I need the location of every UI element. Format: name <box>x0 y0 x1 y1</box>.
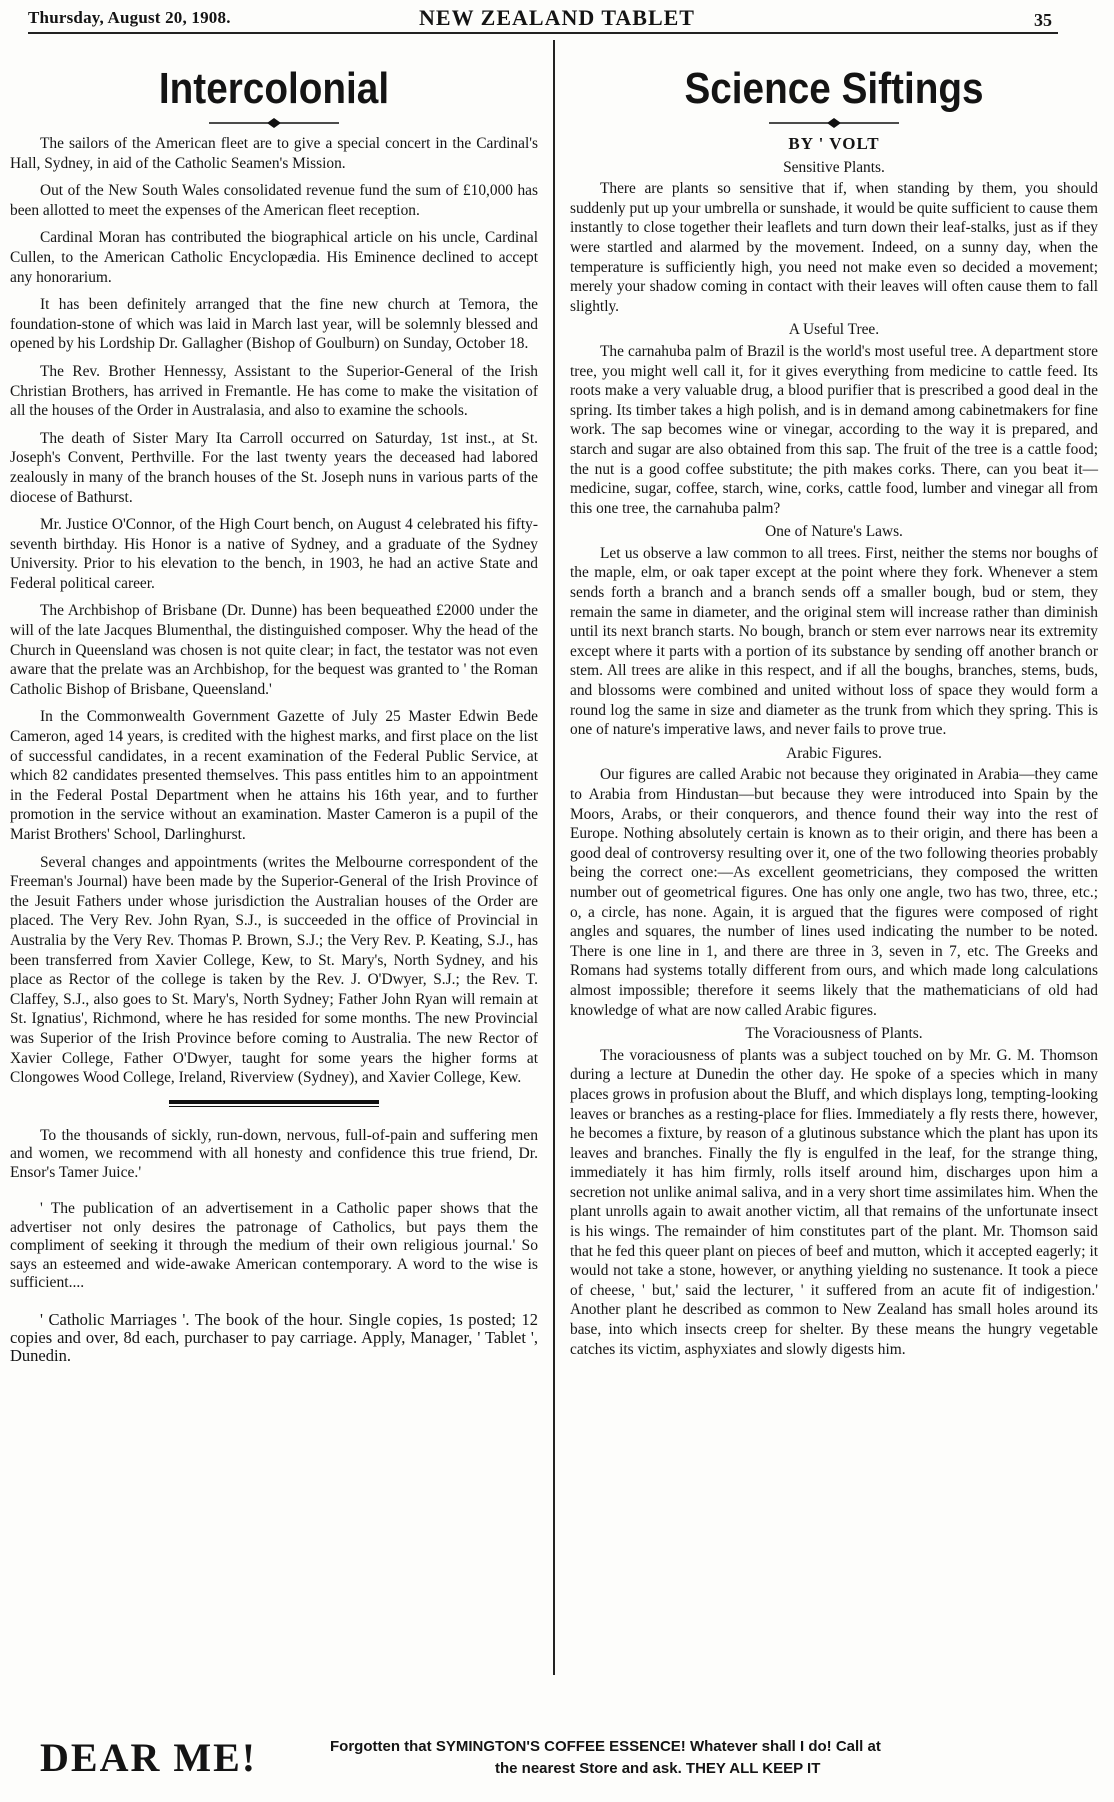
article-paragraph: There are plants so sensitive that if, when standing by them, you should suddenly put up your umbrella or sunshade, it would be quite sufficient to cause them instantly to close together their leaflets and turn down their leaf-stalks, just as if they were startled and alarmed by the movement. Indeed, on a sunny day, when the temperature is sufficiently high, you need not make even so decided a movement; merely your shadow coming in contact with their leaves will often cause them to fall slightly. <box>570 180 1098 315</box>
article-paragraph: Our figures are called Arabic not because they originated in Arabia—they came to Arabia from Hindustan—but because they were introduced into Spain by the Moors, Arabs, or their conquerors, and thence found their way into the rest of Europe. Nothing absolutely certain is known as to their origin, and there has been a good deal of controversy resulting over it, one of the two following theories probably being the correct one:—As excellent geometricians, they composed the written number out of geometrical figures. One has only one angle, two has two, three, etc.; o, a circle, has none. Again, it is argued that the figures were composed of right angles and squares, the number of lines used indicating the number to be noted. There is one line in 1, and there are three in 3, seven in 7, etc. The Greeks and Romans had systems totally different from ours, and which made long calculations almost impossible; therefore it seems likely that the mathematicians of old had knowledge of what are now called Arabic figures. <box>570 766 1098 1019</box>
news-item: The Archbishop of Brisbane (Dr. Dunne) has been bequeathed £2000 under the will of the late Jacques Blumenthal, the distinguished composer. Why the head of the Church in Queensland was chosen is not quite clear; in fact, the testator was not even aware that the prelate was an Archbishop, for the bequest was granted to ' the Roman Catholic Bishop of Brisbane, Queensland.' <box>10 602 538 698</box>
footer-line: the nearest Store and ask. THEY ALL KEEP IT <box>495 1760 821 1777</box>
issue-date: Thursday, August 20, 1908. <box>28 8 231 27</box>
subheading: One of Nature's Laws. <box>765 523 903 541</box>
news-item: Cardinal Moran has contributed the biographical article on his uncle, Cardinal Cullen, to the American Catholic Encyclopædia. His Eminence declined to accept any honorarium. <box>10 229 538 286</box>
footer-line: Forgotten that SYMINGTON'S COFFEE ESSENCE! Whatever shall I do! Call at <box>330 1738 881 1755</box>
news-item: Out of the New South Wales consolidated revenue fund the sum of £10,000 has been allotted to meet the expenses of the American fleet reception. <box>10 182 538 219</box>
subheading: The Voraciousness of Plants. <box>745 1025 923 1043</box>
subheading: Sensitive Plants. <box>783 158 885 176</box>
heading-ornament <box>209 118 339 128</box>
news-item: The death of Sister Mary Ita Carroll occurred on Saturday, 1st inst., at St. Joseph's Convent, Perthville. For the last twenty years the deceased had labored zealously in many of the branch houses of the St. Joseph nuns in various parts of the diocese of Bathurst. <box>10 429 538 506</box>
intercolonial-heading: Intercolonial <box>158 64 390 113</box>
subheading: A Useful Tree. <box>788 321 880 339</box>
science-heading: Science Siftings <box>684 64 984 113</box>
news-item: It has been definitely arranged that the fine new church at Temora, the foundation-stone of which was laid in March last year, will be solemnly blessed and opened by his Lordship Dr. Gallagher (Bishop of Goulburn) on Sunday, October 18. <box>10 296 538 353</box>
news-item: Several changes and appointments (writes the Melbourne correspondent of the Freeman's Journal) have been made by the Superior-General of the Irish Province of the Jesuit Fathers under whose jurisdiction the Australian houses of the Order are placed. The Very Rev. John Ryan, S.J., is succeeded in the office of Provincial in Australia by the Very Rev. Thomas P. Brown, S.J.; the Very Rev. P. Keating, S.J., has been transferred from Xavier College, Kew, to St. Mary's, North Sydney, and his place as Rector of the college is taken by the Rev. J. O'Dwyer, S.J.; the Rev. T. Claffey, S.J., also goes to St. Mary's, North Sydney; Father John Ryan will remain at St. Ignatius', Richmond, where he has resided for some months. The new Provincial was Superior of the Irish Province before coming to Australia. The new Rector of Xavier College, Father O'Dwyer, taught for some years the higher forms at Clongowes Wood College, Ireland, Riverview (Sydney), and Xavier College, Kew. <box>10 853 538 1087</box>
footer-headline: DEAR ME! <box>40 1735 258 1780</box>
article-paragraph: The carnahuba palm of Brazil is the world's most useful tree. A department store tree, you might well call it, for it gives everything from medicine to cattle feed. Its roots make a very valuable drug, a blood purifier that is prescribed a good deal in the spring. Its timber takes a high polish, and is in demand among cabinetmakers for fine work. The sap becomes wine or vinegar, according to the way it is prepared, and starch and sugar are also obtained from this sap. The fruit of the tree is a cattle food; the nut is a good coffee substitute; the pith makes corks. There, can you beat it—medicine, sugar, coffee, starch, wine, corks, cattle food, lumber and vinegar all from this one tree, the carnahuba palm? <box>570 342 1098 517</box>
masthead <box>0 0 1114 32</box>
column-divider <box>553 40 555 1675</box>
science-siftings-column <box>570 62 1098 1361</box>
masthead-rule <box>28 32 1058 34</box>
news-item: Mr. Justice O'Connor, of the High Court bench, on August 4 celebrated his fifty-seventh birthday. His Honor is a native of Sydney, and a graduate of the Sydney University. Prior to his elevation to the bench, in 1903, he had an active State and Federal political career. <box>10 516 538 592</box>
advertisement-tamer-juice: To the thousands of sickly, run-down, nervous, full-of-pain and suffering men and women, we recommend with all honesty and confidence this true friend, Dr. Ensor's Tamer Juice.' <box>10 1126 538 1181</box>
intercolonial-column <box>10 62 538 1383</box>
advertisement-catholic-marriages: ' Catholic Marriages '. The book of the hour. Single copies, 1s posted; 12 copies and over, 8d each, purchaser to pay carriage. Apply, Manager, ' Tablet ', Dunedin. <box>10 1309 538 1365</box>
section-rule <box>169 1100 379 1107</box>
subheading: Arabic Figures. <box>786 744 882 762</box>
news-item: In the Commonwealth Government Gazette of July 25 Master Edwin Bede Cameron, aged 14 years, is credited with the highest marks, and first place on the list of successful candidates, in a recent examination of the Federal Public Service, at which 82 candidates presented themselves. This pass entitles him to an appointment in the Federal Postal Department when he attains his 16th year, and to further promotion in the service without an examination. Master Cameron is a pupil of the Marist Brothers' School, Darlinghurst. <box>10 708 538 843</box>
article-paragraph: The voraciousness of plants was a subject touched on by Mr. G. M. Thomson during a lecture at Dunedin the other day. He spoke of a species which in many places grows in profusion about the Bluff, and which displays long, tempting-looking leaves or branches as a resting-place for flies. Immediately a fly rests there, however, he becomes a fixture, by reason of a glutinous substance which the plant has upon its leaves and branches. Finally the fly is engulfed in the leaf, for the strange thing, immediately it has him firmly, rolls itself around him, discharges upon him a secretion not unlike animal saliva, and in a very short time assimilates him. When the plant unrolls again to await another victim, all that remains of the unfortunate insect is his wings. The remainder of him constitutes part of the plant. Mr. Thomson said that he fed this queer plant on pieces of beef and mutton, which it accepted eagerly; it would not take a stone, however, or anything yielding no sustenance. It took a piece of cheese, ' but,' said the lecturer, ' it suffered from an acute fit of indigestion.' Another plant he described as common to New Zealand has small holes around its base, into which insects creep for shelter. By these means the hungry vegetable catches its victim, asphyxiates and slowly digests him. <box>570 1046 1098 1358</box>
byline: BY ' VOLT <box>788 134 880 153</box>
advertisement-publication-note: ' The publication of an advertisement in a Catholic paper shows that the advertiser not only desires the patronage of Catholics, but pays them the compliment of seeking it through the medium of their own religious journal.' So says an esteemed and wide-awake American contemporary. A word to the wise is sufficient.... <box>10 1200 538 1292</box>
news-item: The Rev. Brother Hennessy, Assistant to the Superior-General of the Irish Christian Brothers, has arrived in Fremantle. He has come to make the visitation of all the houses of the Order in Australasia, and also to examine the schools. <box>10 362 538 420</box>
page-number: 35 <box>1034 10 1052 30</box>
news-item: The sailors of the American fleet are to give a special concert in the Cardinal's Hall, Sydney, in aid of the Catholic Seamen's Mission. <box>10 135 538 172</box>
publication-title: NEW ZEALAND TABLET <box>419 5 695 30</box>
article-paragraph: Let us observe a law common to all trees. First, neither the stems nor boughs of the maple, elm, or oak taper except at the point where they fork. Whenever a stem sends forth a branch and a branch sends off a smaller bough, bud or stem, they remain the same in diameter, and the original stem will increase rather than diminish until its next branch starts. No bough, branch or stem ever narrows near its extremity except where it parts with a portion of its substance by sending off another branch or stem. All trees are alike in this respect, and if all the boughs, branches, stems, buds, and blossoms were combined and united without loss of space they would form a round log the same in size and diameter as the trunk from which they spring. This is one of nature's imperative laws, and never fails to prove true. <box>570 544 1098 739</box>
footer-advertisement <box>40 1730 1074 1790</box>
heading-ornament <box>769 118 899 128</box>
